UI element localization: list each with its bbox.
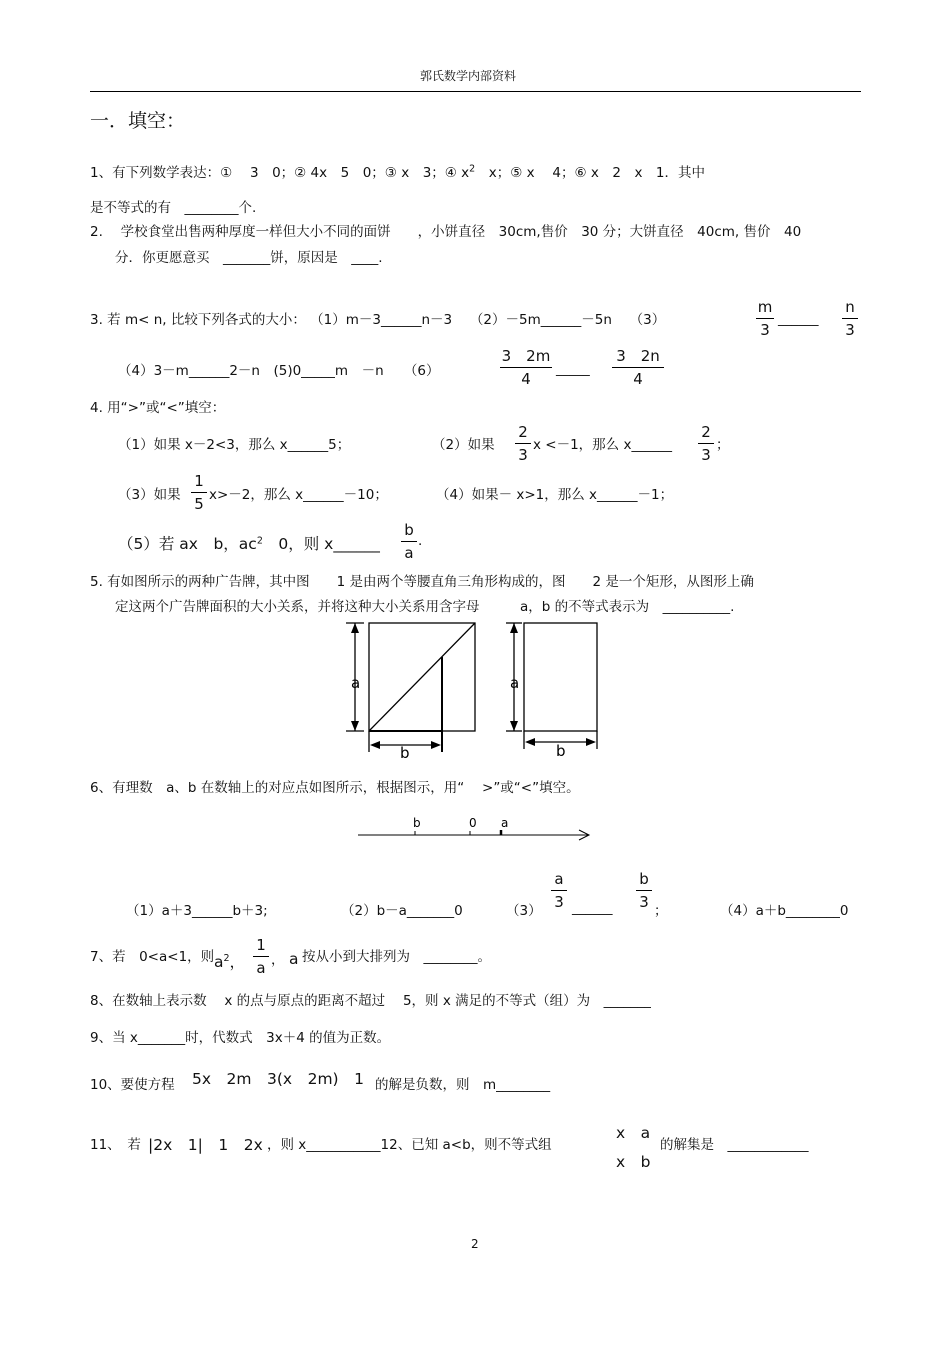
- q8-text: 8、在数轴上表示数 x 的点与原点的距离不超过 5，则 x 满足的不等式（组）为 _______: [90, 993, 651, 1009]
- q4-title: 4. 用“>”或“<”填空：: [90, 400, 226, 416]
- q4-p2-c: ；: [716, 437, 730, 453]
- q5-line2: 定这两个广告牌面积的大小关系，并将这种大小关系用含字母 a，b 的不等式表示为 __________.: [115, 599, 735, 615]
- fig1-b-label: b: [400, 744, 410, 762]
- axis-label-a: a: [501, 816, 509, 830]
- q3-frac6-right: 3 2n 4: [612, 345, 664, 390]
- q10-b: 的解是负数，则 m________: [375, 1077, 551, 1093]
- q6-p3-frac1: a 3: [551, 868, 567, 913]
- q11-b: ，则 x___________12、已知 a<b，则不等式组: [267, 1137, 552, 1153]
- q10-a: 10、要使方程: [90, 1077, 175, 1093]
- q4-p2-frac1: 2 3: [515, 421, 531, 466]
- q11-eq: |2x 1| 1 2x: [148, 1136, 263, 1154]
- header-rule: [90, 91, 861, 92]
- q6-p3-blank: ______: [572, 900, 613, 916]
- q7-a2: $a^2$，: [214, 952, 246, 971]
- q4-p5-c: .: [418, 533, 423, 549]
- q2-line2: 分．你更愿意买 _______饼，原因是 ____.: [115, 250, 383, 266]
- q4-p5: [118, 532, 380, 554]
- q7-a3: a: [289, 950, 299, 968]
- q11-a: 11、 若: [90, 1137, 141, 1153]
- q2-line1: 2. 学校食堂出售两种厚度一样但大小不同的面饼 ，小饼直径 30cm,售价 30 分；大饼直径 40cm, 售价 40: [90, 224, 802, 240]
- q6-p1: （1）a＋3______b＋3;: [126, 903, 268, 919]
- fig2-a-label: a: [510, 674, 520, 692]
- q1-text-a: 1、有下列数学表达：① 3 0；② 4x 5 0；③ x 3；④ x: [90, 165, 470, 181]
- q12-system-line1: x a: [616, 1124, 651, 1142]
- axis-label-zero: 0: [469, 816, 477, 830]
- q6-p3-a: （3）: [506, 903, 542, 919]
- q3-frac-m3: m 3: [757, 298, 773, 339]
- q3-line1: 3. 若 m< n, 比较下列各式的大小： （1）m－3______n－3 （2）－5m______－5n （3）: [90, 312, 666, 328]
- q6-p4: （4）a＋b________0: [720, 903, 849, 919]
- q7-c: 按从小到大排列为 ________。: [302, 949, 491, 965]
- q7-frac: 1 a: [253, 934, 269, 979]
- q7-a: 7、若 0<a<1，则: [90, 949, 215, 965]
- section-title: 一．填空：: [90, 110, 186, 132]
- q4-p1: （1）如果 x－2<3，那么 x______5；: [118, 437, 351, 453]
- q5-figures: [340, 615, 610, 765]
- axis-label-b: b: [413, 816, 421, 830]
- q3-blank6: _____: [556, 361, 590, 377]
- q4-p5-b: 0，则 x______: [262, 535, 380, 553]
- page-number: 2: [471, 1237, 479, 1251]
- q12-system-line2: x b: [616, 1153, 651, 1171]
- fig1-a-label: a: [351, 674, 361, 692]
- q6-line1: 6、有理数 a、b 在数轴上的对应点如图所示，根据图示，用“ >”或“<”填空。: [90, 780, 580, 796]
- header-title: 郭氏数学内部资料: [420, 69, 517, 83]
- q4-p5-sup: 2: [256, 535, 263, 547]
- q4-p3-b: x>－2，那么 x______－10；: [209, 487, 388, 503]
- q4-p2-a: （2）如果: [432, 437, 495, 453]
- q9-text: 9、当 x_______时，代数式 3x＋4 的值为正数。: [90, 1030, 391, 1046]
- figure-2-arrows: [510, 623, 596, 746]
- q1-line2: 是不等式的有 ________个.: [90, 200, 257, 216]
- q6-p2: （2）b－a_______0: [341, 903, 463, 919]
- q4-p2-b: x <－1，那么 x______: [533, 437, 672, 453]
- q3-blank3: ______: [778, 311, 819, 327]
- q12-c: 的解集是 ____________: [660, 1137, 809, 1153]
- fig2-b-label: b: [556, 742, 566, 760]
- q3-line2: （4）3－m______2－n (5)0_____m －n （6）: [118, 363, 440, 379]
- q1-line1: [90, 161, 705, 181]
- q10-eq: 5x 2m 3(x 2m) 1: [192, 1070, 364, 1088]
- q4-p2-frac2: 2 3: [698, 421, 714, 466]
- q3-frac-n3: n 3: [842, 296, 858, 341]
- q1-sup: 2: [469, 163, 476, 175]
- q4-p5-a: （5）若 ax b，ac: [118, 535, 257, 553]
- q1-text-b: x；⑤ x 4；⑥ x 2 x 1．其中: [475, 165, 706, 181]
- figure-1: [346, 623, 475, 752]
- figure-2: [506, 623, 597, 749]
- q4-p4: （4）如果－ x>1，那么 x______－1；: [436, 487, 674, 503]
- q5-line1: 5. 有如图所示的两种广告牌，其中图 1 是由两个等腰直角三角形构成的，图 2 是一个矩形，从图形上确: [90, 574, 754, 590]
- q4-p3-a: （3）如果: [118, 487, 181, 503]
- q6-number-line: [355, 812, 595, 844]
- q3-frac6-left: 3 2m 4: [501, 347, 551, 388]
- q7-comma: ，: [271, 952, 285, 968]
- q4-p5-frac: b a: [401, 519, 417, 564]
- q6-p3-c: ；: [654, 903, 668, 919]
- q4-p3-frac: 1 5: [191, 470, 207, 515]
- q6-p3-frac2: b 3: [636, 868, 652, 913]
